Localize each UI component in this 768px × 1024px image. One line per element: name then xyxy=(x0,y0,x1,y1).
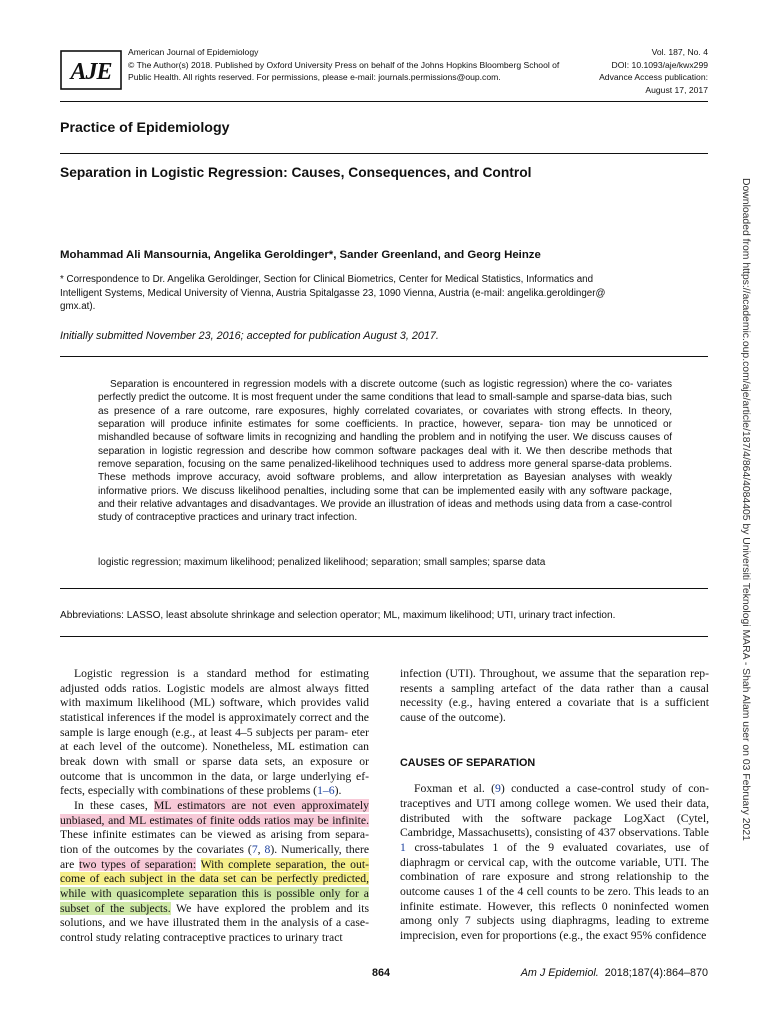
paragraph xyxy=(60,667,369,799)
citation-numbers: 2018;187(4):864–870 xyxy=(604,967,708,979)
text-run: cross-tabulates 1 of the 9 evaluated covariates, use of diaphragm or cervical cap, with the outcome variable, UTI. The combination of rare exposure and strong relationship to the outcome causes 1 of the 4 cell counts to be zero. This leads to an infinite estimate. However, this reflects 0 noninfected women among only 7 subjects using diaphragms, leading to extreme imprecision, even for proportions (e.g., the exact 95% confidence xyxy=(400,841,709,943)
access-label: Advance Access publication: xyxy=(599,72,708,83)
copyright-line: Public Health. All rights reserved. For permissions, please e-mail: journals.permissions@oup.com. xyxy=(128,72,501,83)
text-run: ). xyxy=(334,784,342,798)
journal-header xyxy=(128,46,560,84)
journal-abbrev: Am J Epidemiol. xyxy=(520,967,599,979)
keywords: logistic regression; maximum likelihood; penalized likelihood; separation; small samples; sparse data xyxy=(98,557,546,568)
issue-info xyxy=(508,46,708,96)
highlight-yellow: With complete separation, the out- come of each subject in the data set can be perfectly predicted, xyxy=(60,857,369,886)
journal-name: American Journal of Epidemiology xyxy=(128,47,259,57)
text-run: ). Numerically, there are xyxy=(60,843,370,871)
paragraph xyxy=(60,799,369,946)
body-column-right xyxy=(400,667,709,944)
section-label: Practice of Epidemiology xyxy=(60,120,230,136)
abstract-bottom-rule xyxy=(60,588,708,589)
text-run: We have explored the problem and its solutions, and we have illustrated them in the analysis of a case- control study relating contraceptive practices to urinary tract xyxy=(60,901,370,945)
paragraph: infection (UTI). Throughout, we assume that the separation rep- resents a sampling artefact of the data rather than a causal necessity (e.g., having entered a covariate that is a sufficient cause of the outcome). xyxy=(400,667,709,725)
doi: DOI: 10.1093/aje/kwx299 xyxy=(611,59,708,70)
table-link[interactable]: 1 xyxy=(400,841,406,855)
highlight-pink: ML estimators are not even approximately unbiased, and ML estimates of finite odds ratios may be infinite. xyxy=(60,799,369,827)
title-rule xyxy=(60,153,708,154)
page-number: 864 xyxy=(372,967,391,979)
reference-link[interactable]: 1–6 xyxy=(317,784,335,798)
body-column-left xyxy=(60,667,369,946)
abbreviations: Abbreviations: LASSO, least absolute shrinkage and selection operator; ML, maximum likelihood; UTI, urinary tract infection. xyxy=(60,610,616,621)
submission-dates: Initially submitted November 23, 2016; accepted for publication August 3, 2017. xyxy=(60,330,439,342)
text-run: , xyxy=(257,843,265,857)
footer-citation xyxy=(521,967,708,979)
correspondence: * Correspondence to Dr. Angelika Geroldinger, Section for Clinical Biometrics, Center for Medical Statistics, Informatics and Intelligent Systems, Medical University of Vienna, Austria Spitalgasse 23, 1090 Vienna, Austria (e-mail: angelika.geroldinger@ gmx.at). xyxy=(60,274,606,312)
text-run: Logistic regression is a standard method for estimating adjusted odds ratios. Logistic models are almost always fitted with maximum likelihood (ML) software, which provides valid statistical inferences if the model is approximately correct and the sample is large enough (e.g., at least 4–5 subjects per param- eter at each level of the outcome). Nonetheless, ML estimation can break down with small or sparse data sets, an exposure or outcome that is uncommon in the data, or large underlying ef- fects, especially with combinations of these problems ( xyxy=(60,667,369,798)
abstract-top-rule xyxy=(60,356,708,357)
text-run: In these cases, xyxy=(74,799,154,813)
body-top-rule xyxy=(60,636,708,637)
section-heading: CAUSES OF SEPARATION xyxy=(400,756,536,769)
logo-text: AJE xyxy=(70,59,112,85)
text-run: Foxman et al. ( xyxy=(414,782,496,796)
header-rule xyxy=(60,101,708,102)
author-list: Mohammad Ali Mansournia, Angelika Geroldinger*, Sander Greenland, and Georg Heinze xyxy=(60,249,541,261)
text-run: ) conducted a case-control study of con- traceptives and UTI among college women. We used their data, distributed with the software package LogXact (Cytel, Cambridge, Massachusetts), consisting of 437 observations. Table xyxy=(400,782,709,840)
highlight-pink: two types of separation: xyxy=(78,857,197,871)
reference-link[interactable]: 8 xyxy=(264,843,271,857)
article-title: Separation in Logistic Regression: Causes, Consequences, and Control xyxy=(60,165,532,180)
paragraph xyxy=(400,782,709,943)
download-watermark: Downloaded from https://academic.oup.com/aje/article/187/4/864/4084405 by Universiti Teknologi MARA - Shah Alam user on 03 February 2021 xyxy=(740,178,751,841)
text-run xyxy=(196,858,200,871)
copyright-line: © The Author(s) 2018. Published by Oxford University Press on behalf of the Johns Hopkins Bloomberg School of xyxy=(128,59,560,70)
reference-link[interactable]: 7 xyxy=(251,843,258,857)
highlight-green: while with quasicomplete separation this is possible only for a subset of the subjects. xyxy=(60,887,369,915)
abstract: Separation is encountered in regression models with a discrete outcome (such as logistic regression) where the co- variates perfectly predict the outcome. It is most frequent under the same conditions that lead to small-sample and sparse-data bias, such as presence of a rare outcome, rare exposures, highly correlated covariates, or covariates with strong effects. In theory, separation will produce infinite estimates for some coefficients. In practice, however, separa- tion may be unnoticed or mishandled because of software limits in recognizing and handling the problem and in notifying the user. We discuss causes of separation in logistic regression and describe how common software packages deal with it. We then describe methods that remove separation, focusing on the same penalized-likelihood techniques used to address more general sparse-data problems. These methods improve accuracy, avoid software problems, and allow interpretation as Bayesian analyses with weakly informative priors. We discuss likelihood penalties, including some that can be implemented easily with any software package, and their relative advantages and disadvantages. We provide an illustration of ideas and methods using data from a case-control study of contraceptive practices and urinary tract infection. xyxy=(98,379,672,524)
text-run: These infinite estimates can be viewed as arising from separa- tion of the outcomes by the covariates ( xyxy=(60,828,369,857)
reference-link[interactable]: 9 xyxy=(495,782,501,796)
access-date: August 17, 2017 xyxy=(645,84,708,95)
volume: Vol. 187, No. 4 xyxy=(651,47,708,57)
aje-logo xyxy=(60,50,122,90)
